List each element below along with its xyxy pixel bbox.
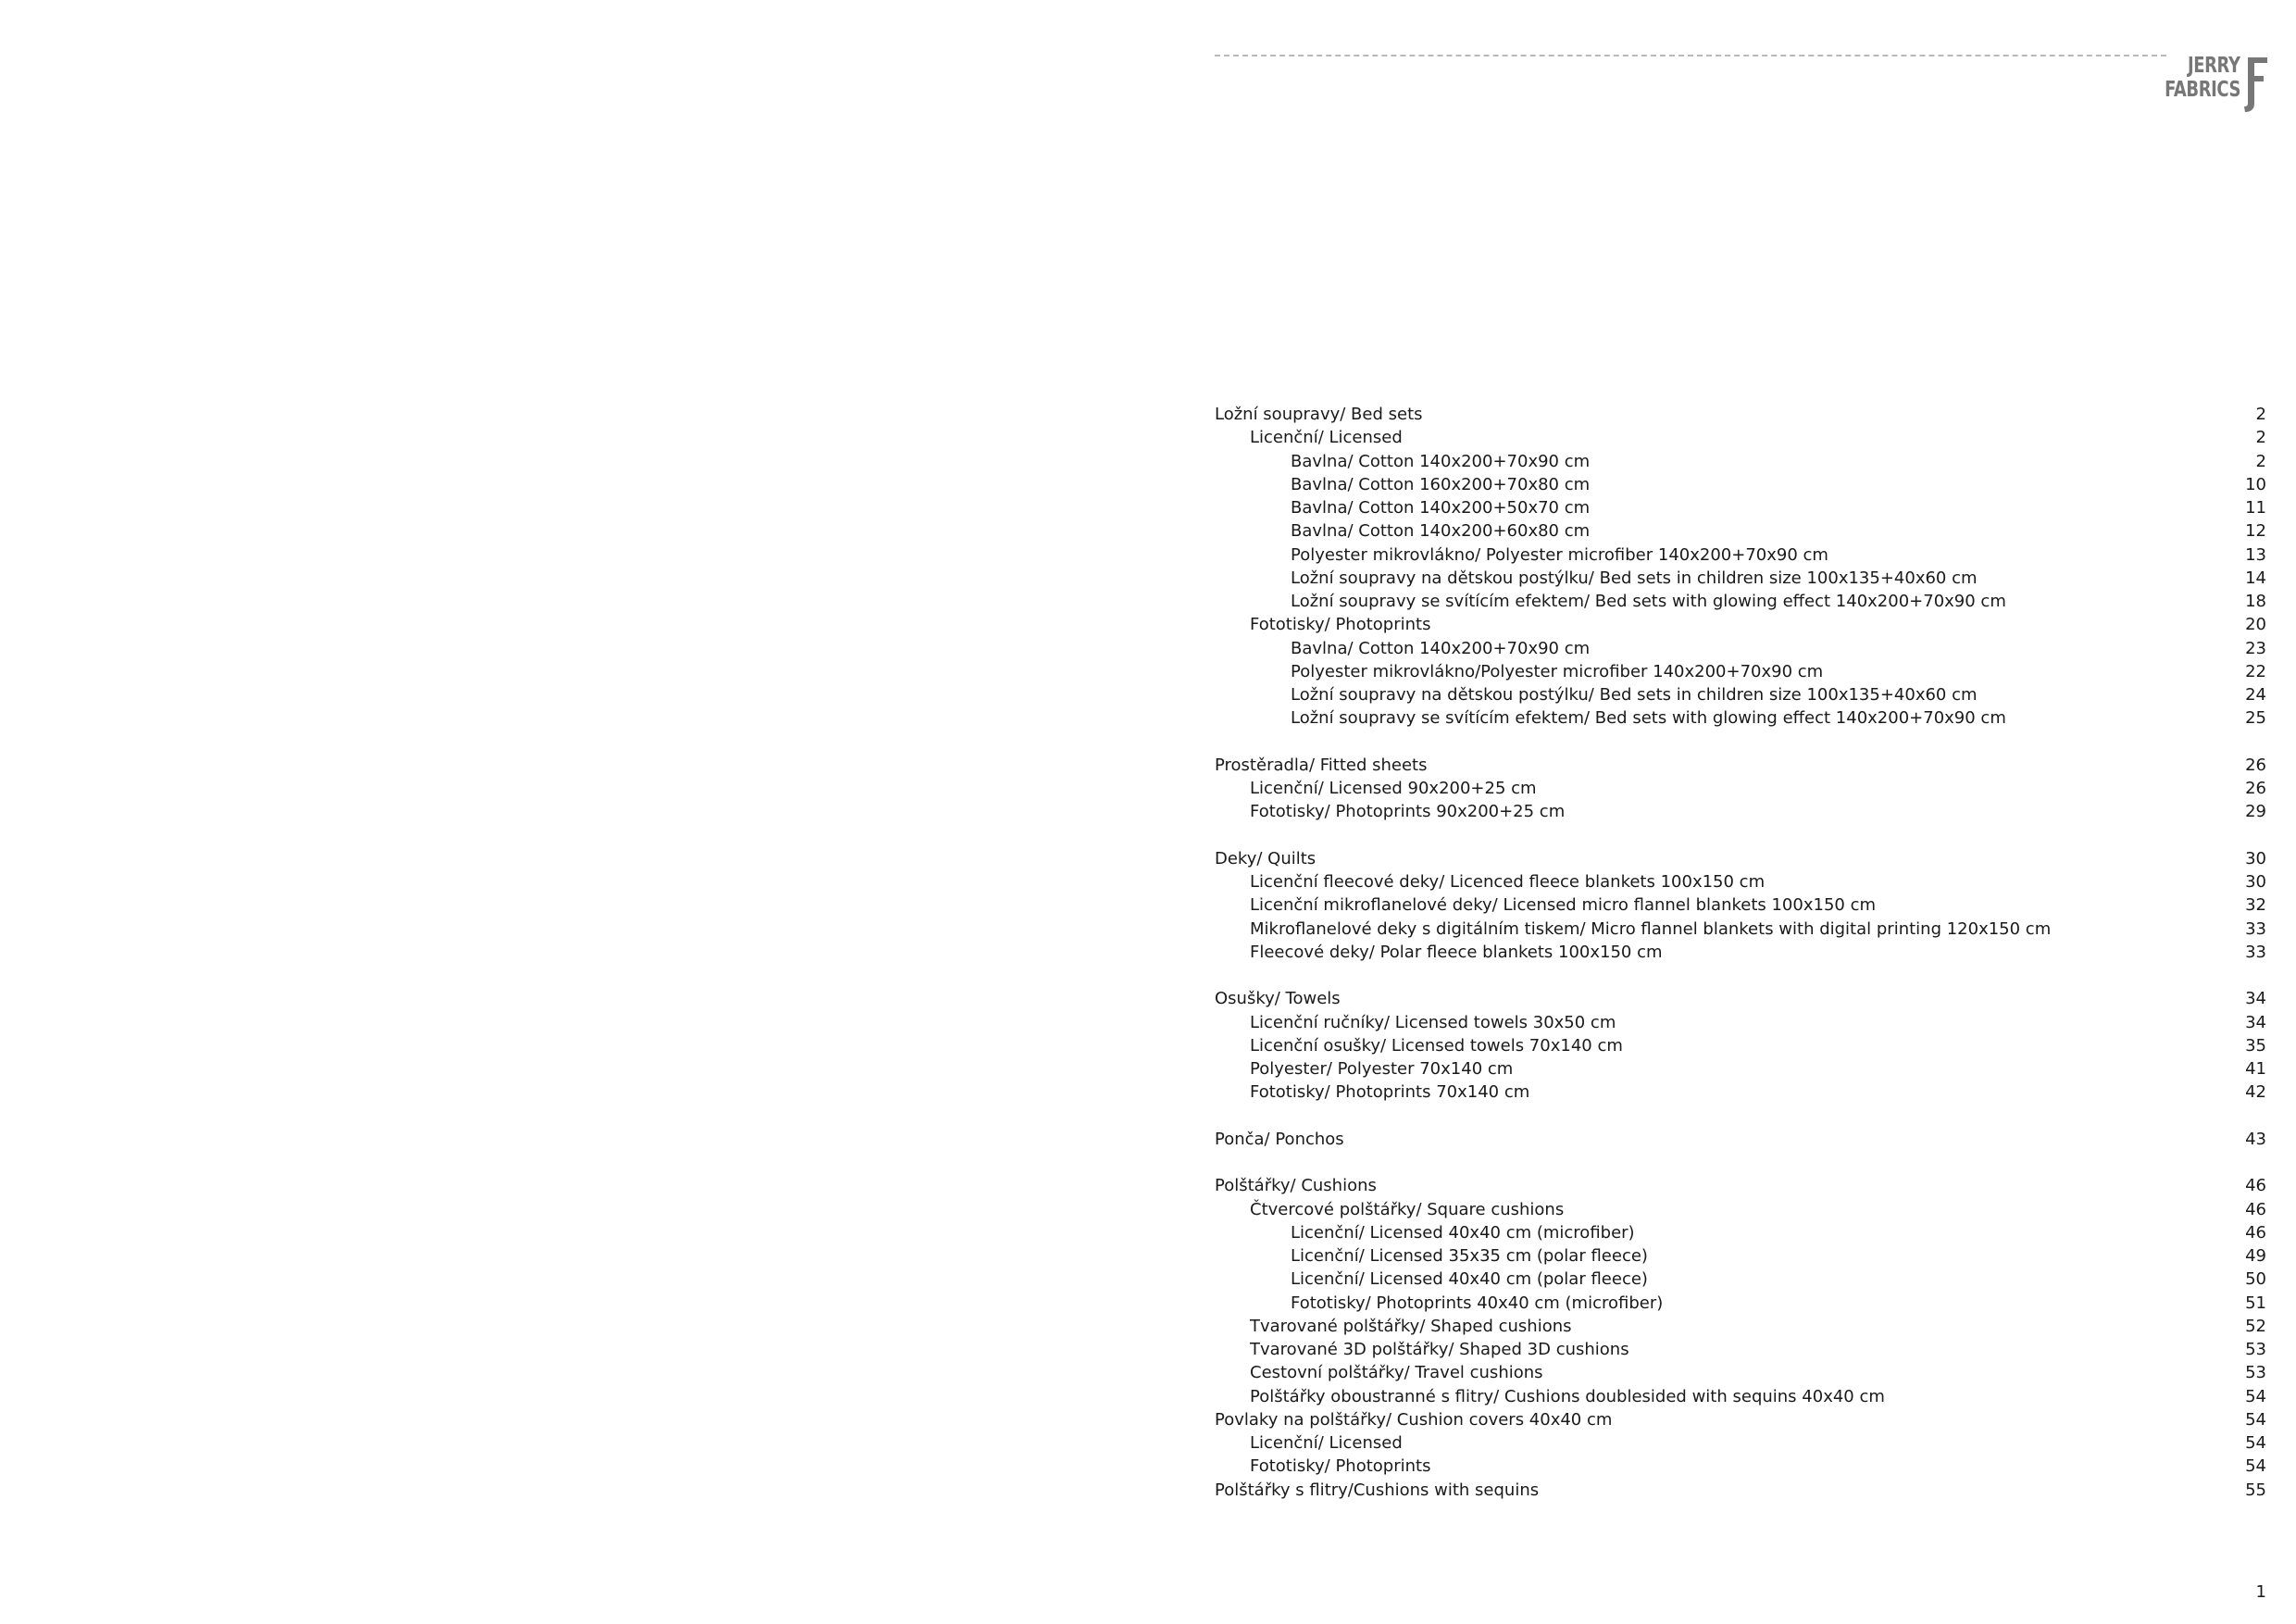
toc-entry-title: Licenční/ Licensed 90x200+25 cm [1250,779,1537,798]
toc-entry [1215,590,2266,613]
toc-entry-title: Licenční ručníky/ Licensed towels 30x50 cm [1250,1012,1616,1032]
logo-f-mark [2244,56,2268,113]
toc-entry-title: Ložní soupravy na dětskou postýlku/ Bed sets in children size 100x135+40x60 cm [1291,685,1978,705]
toc-entry-page: 55 [2245,1480,2266,1500]
toc-entry-page: 35 [2245,1035,2266,1056]
toc-entry [1215,987,2266,1010]
toc-entry-page: 33 [2245,942,2266,962]
toc-entry-title: Ložní soupravy se svítícím efektem/ Bed sets with glowing effect 140x200+70x90 cm [1291,708,2006,729]
logo-line-1: JERRY [2188,54,2240,78]
toc-entry-page: 14 [2245,568,2266,588]
toc-entry-title: Fleecové deky/ Polar fleece blankets 100x150 cm [1250,942,1663,962]
toc-entry-title: Čtvercové polštářky/ Square cushions [1250,1199,1565,1219]
toc-entry [1215,1292,2266,1315]
toc-entry-page: 34 [2245,989,2266,1009]
table-of-contents [1215,403,2266,1502]
toc-entry-page: 52 [2245,1316,2266,1336]
toc-entry-title: Tvarované polštářky/ Shaped cushions [1250,1316,1572,1336]
toc-entry-title: Fototisky/ Photoprints 90x200+25 cm [1250,802,1566,822]
toc-entry-page: 54 [2245,1456,2266,1477]
toc-entry [1215,1385,2266,1408]
toc-entry [1215,1081,2266,1104]
brand-logo [2166,52,2268,115]
toc-entry-page: 30 [2245,872,2266,892]
toc-entry [1215,800,2266,823]
toc-entry-title: Licenční fleecové deky/ Licenced fleece blankets 100x150 cm [1250,872,1766,892]
toc-entry-title: Bavlna/ Cotton 140x200+60x80 cm [1291,521,1591,542]
toc-entry-page: 54 [2245,1409,2266,1430]
toc-entry-title: Licenční mikroflanelové deky/ Licensed micro flannel blankets 100x150 cm [1250,895,1877,916]
header-dashed-rule [1215,55,2166,56]
toc-entry-title: Prostěradla/ Fitted sheets [1215,755,1428,775]
toc-entry-title: Licenční/ Licensed 35x35 cm (polar fleece) [1291,1246,1648,1266]
toc-entry-page: 53 [2245,1363,2266,1383]
toc-entry-title: Deky/ Quilts [1215,848,1316,868]
toc-entry-title: Fototisky/ Photoprints 40x40 cm (microfiber) [1291,1293,1664,1313]
toc-entry [1215,660,2266,683]
toc-entry-page: 18 [2245,592,2266,611]
toc-entry-title: Polštářky oboustranné s flitry/ Cushions doublesided with sequins 40x40 cm [1250,1386,1885,1406]
toc-entry-page: 29 [2245,802,2266,822]
toc-entry-page: 34 [2245,1012,2266,1032]
toc-entry-title: Cestovní polštářky/ Travel cushions [1250,1363,1543,1383]
toc-entry [1215,1174,2266,1197]
toc-entry-title: Licenční/ Licensed [1250,1433,1403,1453]
toc-entry-title: Tvarované 3D polštářky/ Shaped 3D cushions [1250,1340,1629,1359]
toc-entry-title: Bavlna/ Cotton 140x200+70x90 cm [1291,638,1591,658]
toc-entry-title: Ložní soupravy se svítícím efektem/ Bed sets with glowing effect 140x200+70x90 cm [1291,592,2006,611]
toc-entry-page: 30 [2245,848,2266,868]
toc-entry [1215,519,2266,543]
toc-entry [1215,1011,2266,1034]
toc-entry [1215,870,2266,893]
toc-entry [1215,496,2266,519]
toc-entry-title: Ponča/ Ponchos [1215,1129,1344,1149]
toc-entry-page: 32 [2245,895,2266,916]
toc-entry [1215,941,2266,964]
toc-entry-page: 2 [2255,451,2266,471]
toc-entry [1215,1455,2266,1478]
toc-entry-page: 53 [2245,1340,2266,1359]
toc-entry-page: 46 [2245,1199,2266,1219]
toc-entry-page: 43 [2245,1129,2266,1149]
toc-entry [1215,1128,2266,1151]
toc-entry-page: 22 [2245,661,2266,681]
toc-entry [1215,1034,2266,1057]
toc-entry [1215,683,2266,706]
toc-entry-page: 26 [2245,755,2266,775]
toc-entry [1215,1057,2266,1081]
toc-entry [1215,1361,2266,1384]
toc-entry-title: Polštářky s flitry/Cushions with sequins [1215,1480,1540,1500]
toc-entry [1215,426,2266,449]
toc-entry-title: Osušky/ Towels [1215,989,1341,1009]
toc-entry-title: Licenční/ Licensed 40x40 cm (microfiber) [1291,1222,1635,1243]
toc-entry [1215,754,2266,777]
toc-entry-title: Polyester/ Polyester 70x140 cm [1250,1059,1514,1079]
toc-entry-page: 2 [2255,428,2266,448]
toc-entry-title: Bavlna/ Cotton 160x200+70x80 cm [1291,474,1591,494]
toc-entry-title: Bavlna/ Cotton 140x200+50x70 cm [1291,498,1591,518]
toc-entry-title: Mikroflanelové deky s digitálním tiskem/ Micro flannel blankets with digital printing 120x150 cm [1250,918,2052,939]
toc-entry [1215,1221,2266,1244]
toc-entry [1215,918,2266,941]
toc-entry-page: 49 [2245,1246,2266,1266]
toc-entry [1215,1268,2266,1291]
toc-entry-page: 51 [2245,1293,2266,1313]
toc-entry-title: Povlaky na polštářky/ Cushion covers 40x40 cm [1215,1409,1613,1430]
toc-entry-page: 54 [2245,1386,2266,1406]
toc-entry-page: 54 [2245,1433,2266,1453]
toc-entry [1215,543,2266,567]
toc-entry [1215,1408,2266,1431]
toc-entry-page: 42 [2245,1082,2266,1103]
toc-entry-title: Ložní soupravy na dětskou postýlku/ Bed sets in children size 100x135+40x60 cm [1291,568,1978,588]
page-number: 1 [2255,1582,2266,1602]
toc-entry-title: Polštářky/ Cushions [1215,1176,1377,1196]
toc-entry-title: Bavlna/ Cotton 140x200+70x90 cm [1291,451,1591,471]
toc-entry-page: 23 [2245,638,2266,658]
toc-entry [1215,847,2266,870]
toc-entry [1215,450,2266,473]
toc-entry-page: 20 [2245,615,2266,635]
toc-entry-title: Polyester mikrovlákno/Polyester microfiber 140x200+70x90 cm [1291,661,1824,681]
toc-entry [1215,1431,2266,1455]
toc-entry [1215,1479,2266,1502]
toc-entry [1215,637,2266,660]
toc-entry [1215,706,2266,730]
toc-entry-title: Licenční osušky/ Licensed towels 70x140 cm [1250,1035,1623,1056]
toc-entry-page: 13 [2245,544,2266,565]
toc-entry-page: 2 [2255,405,2266,424]
toc-entry [1215,777,2266,800]
toc-entry-page: 10 [2245,474,2266,494]
toc-entry-title: Fototisky/ Photoprints [1250,1456,1431,1477]
toc-entry-page: 26 [2245,779,2266,798]
toc-entry [1215,893,2266,917]
toc-entry [1215,1198,2266,1221]
toc-entry [1215,403,2266,426]
toc-entry-title: Ložní soupravy/ Bed sets [1215,405,1423,424]
toc-entry-title: Polyester mikrovlákno/ Polyester microfiber 140x200+70x90 cm [1291,544,1828,565]
toc-entry-page: 25 [2245,708,2266,729]
toc-entry [1215,613,2266,636]
toc-entry-page: 12 [2245,521,2266,542]
toc-entry-title: Licenční/ Licensed 40x40 cm (polar fleece) [1291,1269,1648,1290]
toc-entry-page: 50 [2245,1269,2266,1290]
toc-entry [1215,1315,2266,1338]
toc-entry [1215,1338,2266,1361]
toc-entry-page: 46 [2245,1222,2266,1243]
toc-entry-title: Licenční/ Licensed [1250,428,1403,448]
toc-entry-page: 33 [2245,918,2266,939]
toc-entry-page: 24 [2245,685,2266,705]
toc-entry-title: Fototisky/ Photoprints 70x140 cm [1250,1082,1530,1103]
logo-line-2: FABRICS [2165,78,2240,102]
toc-entry [1215,567,2266,590]
toc-entry-page: 46 [2245,1176,2266,1196]
toc-entry-page: 41 [2245,1059,2266,1079]
toc-entry [1215,473,2266,496]
toc-entry-title: Fototisky/ Photoprints [1250,615,1431,635]
toc-entry [1215,1244,2266,1268]
toc-entry-page: 11 [2245,498,2266,518]
